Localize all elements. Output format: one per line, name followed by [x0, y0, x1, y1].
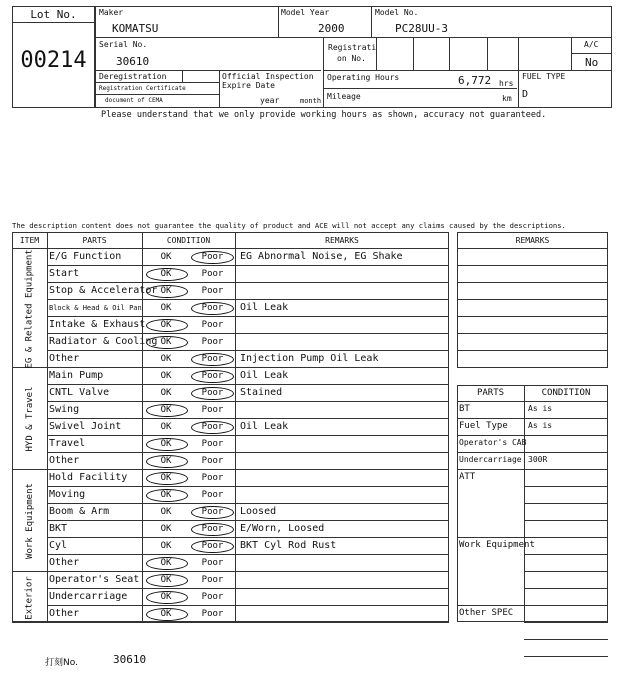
group-label: Work Equipment: [24, 483, 35, 559]
ok-option: OK: [160, 405, 172, 415]
model-no-label: Model No.: [375, 8, 419, 17]
row-remark: BKT Cyl Rod Rust: [240, 540, 337, 551]
disclaimer: The description content does not guarantee the quality of product and ACE will not accept any claims caused by the descriptions.: [12, 221, 566, 230]
selected-circle: [191, 540, 234, 553]
poor-option: Poor: [201, 320, 224, 330]
row-part: Cyl: [49, 540, 68, 551]
other-spec-label: Other SPEC: [459, 608, 514, 618]
selected-circle: [191, 353, 234, 366]
row-remark: E/Worn, Loosed: [240, 523, 325, 534]
selected-circle: [146, 472, 188, 485]
selected-circle: [191, 421, 234, 434]
spec-col-parts: PARTS: [476, 388, 505, 398]
ok-option: OK: [160, 388, 172, 398]
row-part: Start: [49, 268, 80, 279]
model-year-label: Model Year: [281, 8, 330, 17]
ok-option: OK: [160, 371, 172, 381]
row-part: Other: [49, 557, 80, 568]
ok-option: OK: [160, 422, 172, 432]
model-no-value: PC28UU-3: [395, 22, 448, 35]
hrs-label: hrs: [499, 79, 514, 88]
lot-number: 00214: [20, 48, 87, 73]
spec-part: Fuel Type: [459, 421, 508, 431]
cema-label: document of CEMA: [105, 97, 163, 104]
group-label: EG & Related Equipment: [24, 248, 35, 368]
spec-part: Operator's CAB: [459, 438, 527, 447]
ac-label: A/C: [584, 40, 599, 49]
ok-option: OK: [160, 490, 172, 500]
model-year-value: 2000: [318, 22, 345, 35]
att-label: ATT: [459, 472, 476, 482]
row-remark: EG Abnormal Noise, EG Shake: [240, 251, 403, 262]
ok-option: OK: [160, 354, 172, 364]
spec-condition: 300R: [528, 455, 548, 464]
inspection-label-2: Expire Date: [222, 81, 275, 90]
maker-label: Maker: [99, 8, 124, 17]
poor-option: Poor: [201, 337, 224, 347]
poor-option: Poor: [201, 269, 224, 279]
poor-option: Poor: [201, 422, 224, 432]
selected-circle: [146, 574, 188, 587]
fuel-type-label: FUEL TYPE: [522, 72, 566, 81]
mileage-label: Mileage: [327, 92, 361, 101]
selected-circle: [146, 608, 188, 621]
selected-circle: [191, 523, 234, 536]
poor-option: Poor: [201, 388, 224, 398]
row-remark: Oil Leak: [240, 302, 289, 313]
selected-circle: [146, 438, 188, 451]
spec-col-condition: CONDITION: [541, 388, 591, 398]
ok-option: OK: [160, 507, 172, 517]
ok-option: OK: [160, 320, 172, 330]
row-remark: Oil Leak: [240, 370, 289, 381]
selected-circle: [191, 370, 234, 383]
poor-option: Poor: [201, 286, 224, 296]
col-remarks: REMARKS: [325, 236, 359, 245]
ok-option: OK: [160, 439, 172, 449]
stamp-value: 30610: [113, 653, 147, 666]
col-condition: CONDITION: [166, 236, 211, 245]
ok-option: OK: [160, 252, 172, 262]
row-part: Swing: [49, 404, 80, 415]
ok-option: OK: [160, 558, 172, 568]
row-part: Hold Facility: [49, 472, 128, 483]
selected-circle: [146, 268, 188, 281]
row-part: CNTL Valve: [49, 387, 110, 398]
selected-circle: [146, 404, 188, 417]
selected-circle: [146, 591, 188, 604]
row-remark: Oil Leak: [240, 421, 289, 432]
km-label: km: [502, 94, 512, 103]
row-remark: Injection Pump Oil Leak: [240, 353, 379, 364]
col-parts: PARTS: [82, 236, 107, 245]
selected-circle: [191, 506, 234, 519]
poor-option: Poor: [201, 473, 224, 483]
ok-option: OK: [160, 337, 172, 347]
poor-option: Poor: [201, 558, 224, 568]
selected-circle: [146, 455, 188, 468]
fuel-type-value: D: [522, 89, 529, 100]
ok-option: OK: [160, 286, 172, 296]
ok-option: OK: [160, 541, 172, 551]
maker-value: KOMATSU: [112, 22, 159, 35]
row-part: Intake & Exhaust: [49, 319, 146, 330]
poor-option: Poor: [201, 354, 224, 364]
ok-option: OK: [160, 609, 172, 619]
ok-option: OK: [160, 592, 172, 602]
spec-condition: As is: [528, 421, 553, 430]
registration-label: Registrati: [328, 43, 377, 52]
poor-option: Poor: [201, 592, 224, 602]
ok-option: OK: [160, 303, 172, 313]
row-part: Radiator & Cooling: [49, 336, 158, 347]
right-remarks-title: REMARKS: [515, 236, 550, 245]
selected-circle: [146, 336, 188, 349]
row-part: Swivel Joint: [49, 421, 122, 432]
row-part: Other: [49, 455, 80, 466]
work-equipment-label: Work Equipment: [459, 540, 535, 550]
inspection-label: Official Inspection: [222, 72, 314, 81]
poor-option: Poor: [201, 575, 224, 585]
group-label: HYD & Travel: [24, 386, 35, 452]
spec-condition: As is: [528, 404, 553, 413]
ok-option: OK: [160, 269, 172, 279]
year-label: year: [260, 96, 280, 105]
selected-circle: [146, 489, 188, 502]
row-part: Boom & Arm: [49, 506, 110, 517]
lot-label: Lot No.: [30, 8, 77, 21]
row-remark: Stained: [240, 387, 283, 398]
poor-option: Poor: [201, 252, 224, 262]
row-part: Travel: [49, 438, 86, 449]
selected-circle: [191, 251, 234, 264]
stamp-label: 打刻No.: [45, 658, 78, 668]
poor-option: Poor: [201, 303, 224, 313]
poor-option: Poor: [201, 507, 224, 517]
registration-label-2: on No.: [337, 54, 366, 63]
selected-circle: [146, 557, 188, 570]
serial-value: 30610: [116, 55, 150, 68]
selected-circle: [146, 285, 188, 298]
ok-option: OK: [160, 524, 172, 534]
row-part: E/G Function: [49, 251, 122, 262]
row-part: BKT: [49, 523, 68, 534]
selected-circle: [191, 387, 234, 400]
col-item: ITEM: [19, 236, 40, 245]
ok-option: OK: [160, 575, 172, 585]
ok-option: OK: [160, 473, 172, 483]
row-part: Stop & Accelerator: [49, 285, 158, 296]
row-part: Moving: [49, 489, 86, 500]
ok-option: OK: [160, 456, 172, 466]
serial-label: Serial No.: [99, 40, 148, 49]
selected-circle: [146, 319, 188, 332]
row-part: Operator's Seat: [49, 574, 140, 585]
ac-value: No: [585, 56, 599, 69]
poor-option: Poor: [201, 371, 224, 381]
group-label: Exterior: [24, 575, 35, 620]
operating-hours-label: Operating Hours: [327, 73, 400, 82]
poor-option: Poor: [201, 490, 224, 500]
poor-option: Poor: [201, 405, 224, 415]
reg-certificate-label: Registration Certificate: [99, 85, 186, 92]
deregistration-label: Deregistration: [99, 72, 167, 81]
month-label: month: [300, 97, 322, 105]
poor-option: Poor: [201, 609, 224, 619]
row-part: Other: [49, 608, 80, 619]
hours-notice: Please understand that we only provide working hours as shown, accuracy not guaranteed.: [101, 110, 547, 120]
poor-option: Poor: [201, 541, 224, 551]
row-part: Other: [49, 353, 80, 364]
row-part: Main Pump: [49, 370, 104, 381]
row-part: Block & Head & Oil Pan: [49, 304, 142, 312]
right-remarks-box: [457, 232, 608, 368]
row-remark: Loosed: [240, 506, 277, 517]
poor-option: Poor: [201, 439, 224, 449]
poor-option: Poor: [201, 456, 224, 466]
row-part: Undercarriage: [49, 591, 128, 602]
poor-option: Poor: [201, 524, 224, 534]
operating-hours-value: 6,772: [458, 74, 492, 87]
selected-circle: [191, 302, 234, 315]
spec-part: Undercarriage: [459, 455, 522, 464]
spec-part: BT: [459, 404, 470, 414]
